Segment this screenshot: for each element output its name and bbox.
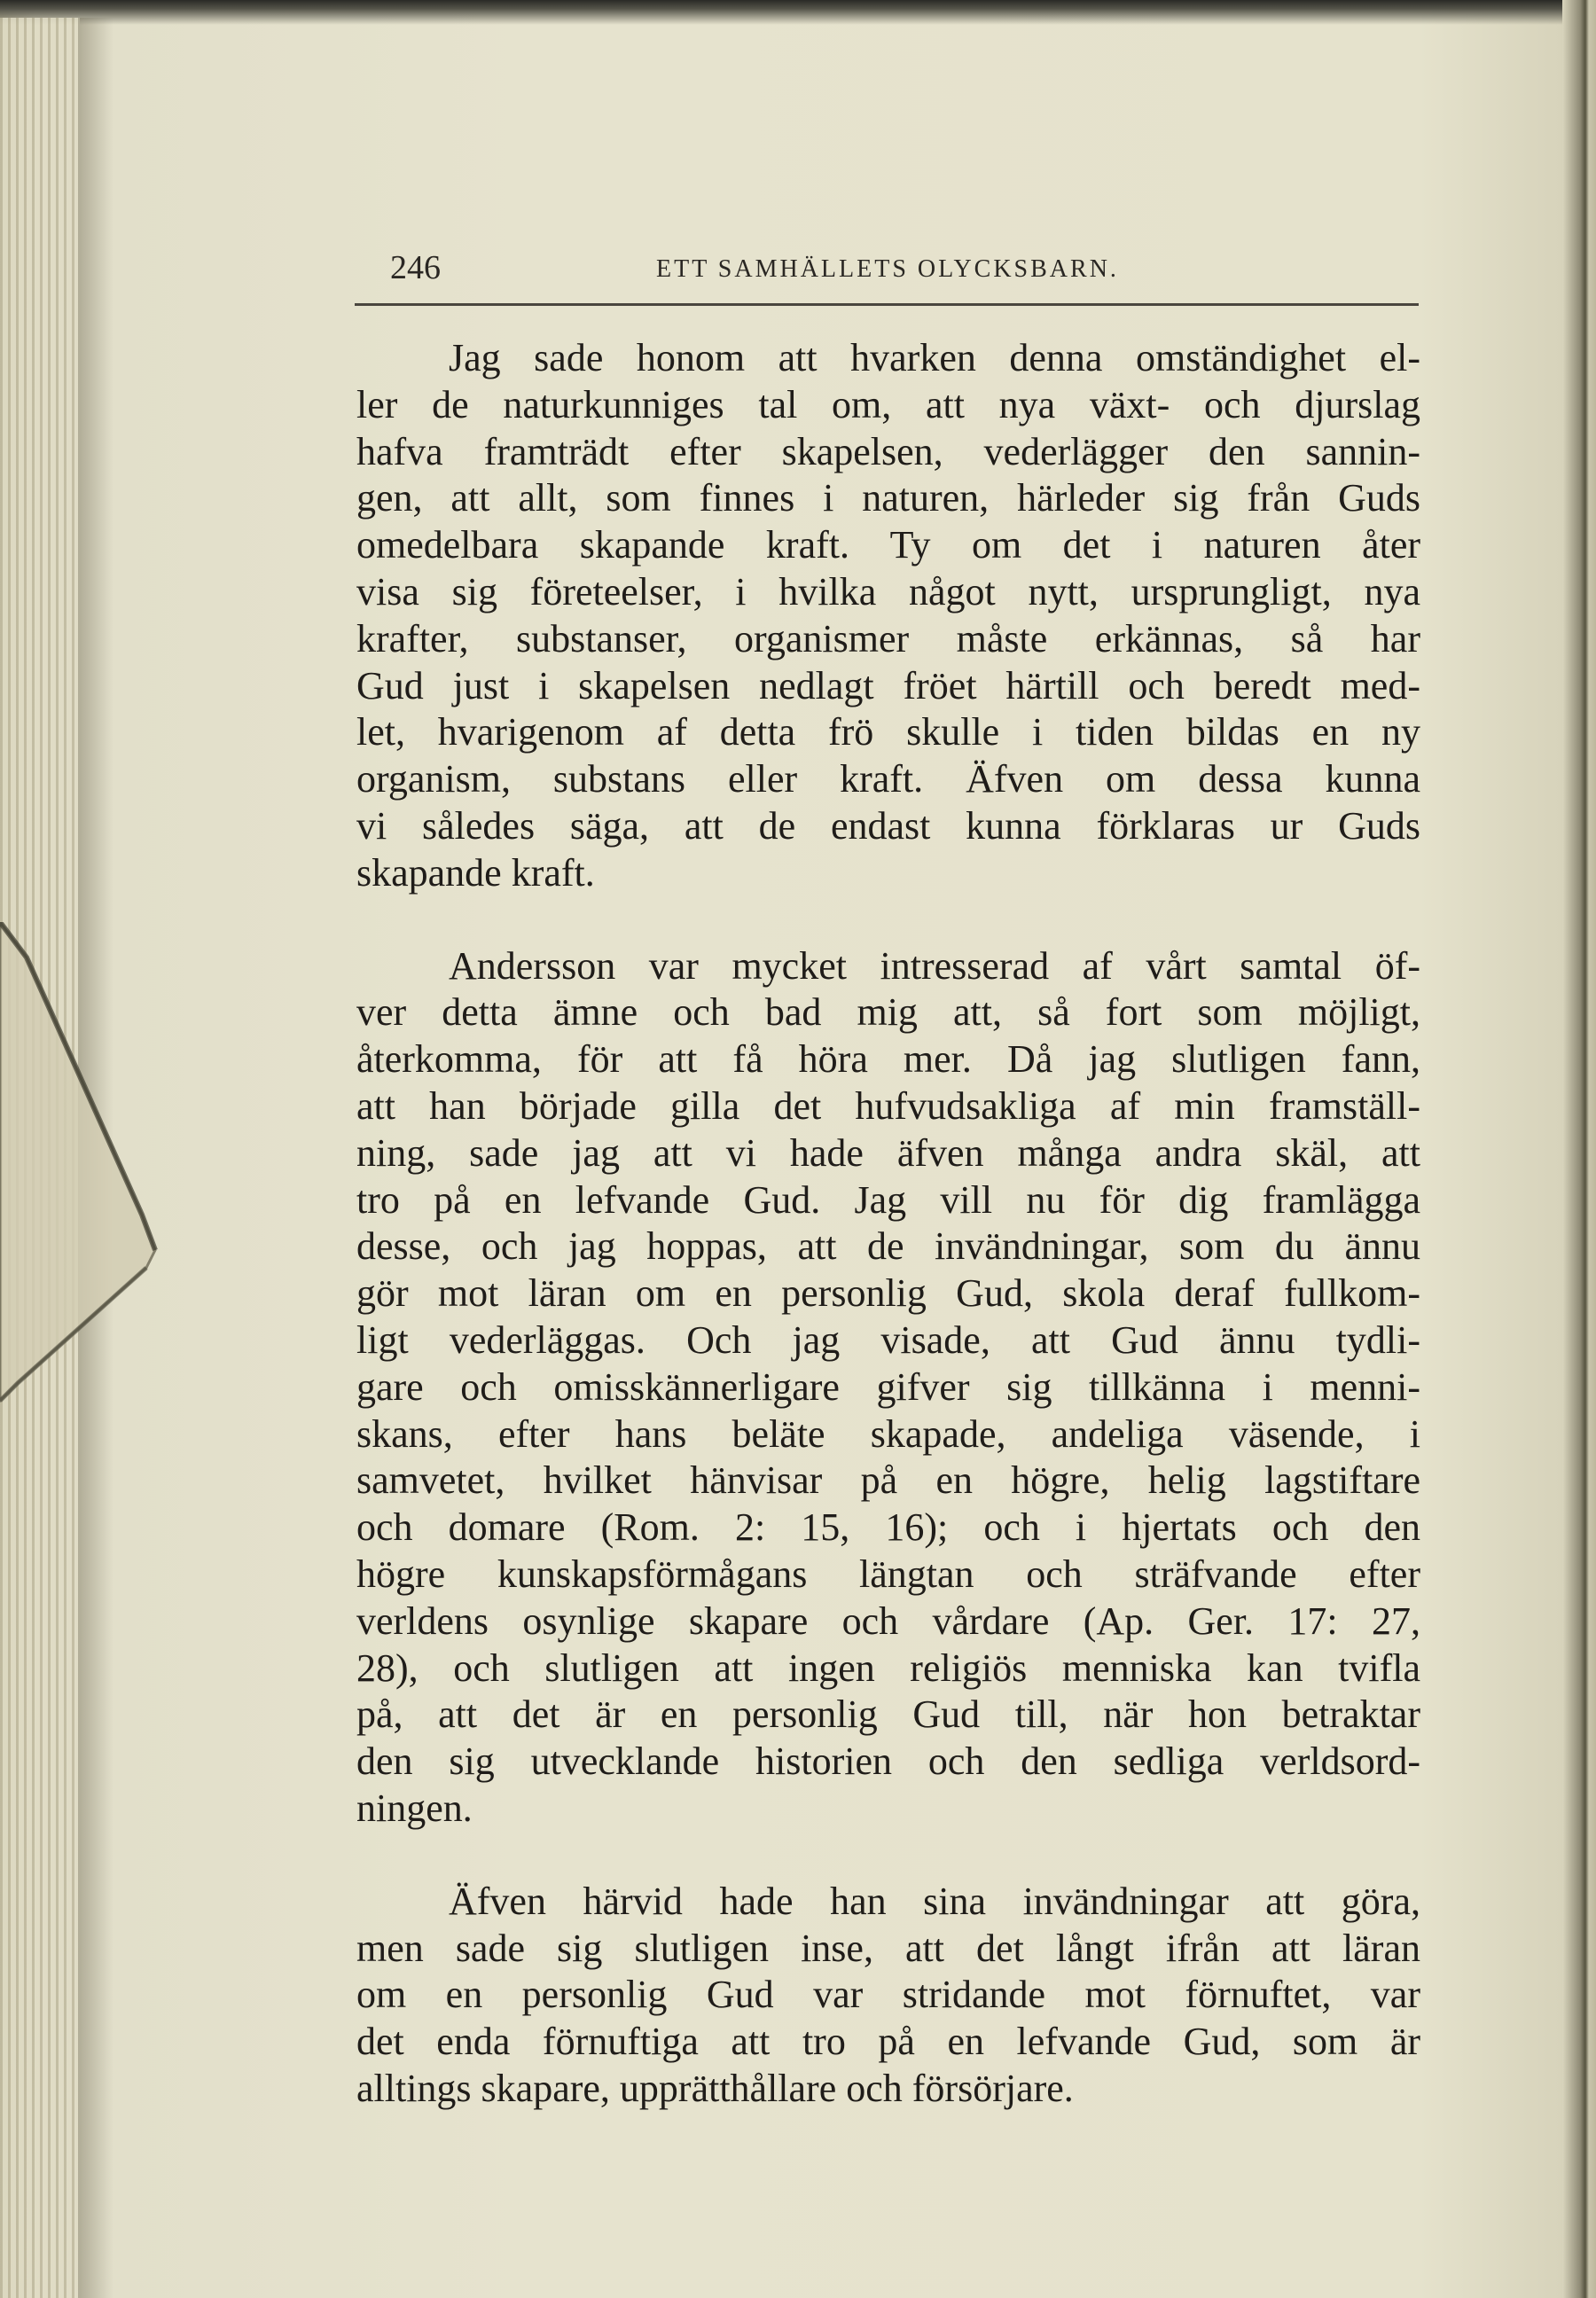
text-line: det enda förnuftiga att tro på en lefvande Gud, som är xyxy=(356,2020,1420,2064)
text-line: den sig utvecklande historien och den sedliga verldsord- xyxy=(356,1739,1420,1784)
text-line: vi således säga, att de endast kunna förklaras ur Guds xyxy=(356,803,1420,848)
text-line: gen, att allt, som finnes i naturen, härleder sig från Guds xyxy=(356,476,1420,520)
text-line: skans, efter hans beläte skapade, andeliga väsende, i xyxy=(356,1411,1420,1456)
text-line: ningen. xyxy=(356,1786,473,1830)
text-line: gare och omisskännerligare gifver sig tillkänna i menni- xyxy=(356,1364,1420,1409)
text-line: högre kunskapsförmågans längtan och sträfvande efter xyxy=(356,1552,1420,1596)
text-line: organism, substans eller kraft. Äfven om dessa kunna xyxy=(356,757,1420,801)
body-text xyxy=(356,335,1420,2159)
text-line: att han började gilla det hufvudsakliga af min framställ- xyxy=(356,1083,1420,1128)
text-line: återkomma, för att få höra mer. Då jag slutligen fann, xyxy=(356,1037,1420,1082)
bookmark-tab xyxy=(0,922,160,1419)
paragraph-1 xyxy=(356,335,1420,897)
text-line: tro på en lefvande Gud. Jag vill nu för dig framlägga xyxy=(356,1177,1420,1222)
text-line: Gud just i skapelsen nedlagt fröet härtill och beredt med- xyxy=(356,663,1420,707)
text-line: verldens osynlige skapare och vårdare (Ap. Ger. 17: 27, xyxy=(356,1598,1420,1643)
text-line: på, att det är en personlig Gud till, när hon betraktar xyxy=(356,1692,1420,1737)
text-line: skapande kraft. xyxy=(356,850,595,895)
paragraph-2 xyxy=(356,943,1420,1833)
header-rule xyxy=(355,303,1419,306)
text-line: Jag sade honom att hvarken denna omständighet el- xyxy=(449,336,1420,379)
text-line: ver detta ämne och bad mig att, så fort som möjligt, xyxy=(356,990,1420,1035)
text-line: Andersson var mycket intresserad af vårt samtal öf- xyxy=(449,943,1420,988)
text-line: och domare (Rom. 2: 15, 16); och i hjertats och den xyxy=(356,1505,1420,1550)
text-line: ler de naturkunniges tal om, att nya växt- och djurslag xyxy=(356,382,1420,426)
text-line: 28), och slutligen att ingen religiös menniska kan tvifla xyxy=(356,1645,1420,1690)
text-line: visa sig företeelser, i hvilka något nytt, ursprungligt, nya xyxy=(356,569,1420,614)
text-line: omedelbara skapande kraft. Ty om det i naturen åter xyxy=(356,523,1420,567)
text-line: let, hvarigenom af detta frö skulle i tiden bildas en ny xyxy=(356,710,1420,754)
text-line: om en personlig Gud var stridande mot förnuftet, var xyxy=(356,1973,1420,2017)
text-line: men sade sig slutligen inse, att det långt ifrån att läran xyxy=(356,1926,1420,1970)
text-line: krafter, substanser, organismer måste erkännas, så har xyxy=(356,616,1420,660)
page-number: 246 xyxy=(390,249,441,286)
text-line: alltings skapare, upprätthållare och försörjare. xyxy=(356,2066,1074,2110)
running-head xyxy=(355,248,1419,293)
text-line: samvetet, hvilket hänvisar på en högre, helig lagstiftare xyxy=(356,1458,1420,1503)
paragraph-3 xyxy=(356,1879,1420,2113)
text-line: desse, och jag hoppas, att de invändningar, som du ännu xyxy=(356,1224,1420,1269)
right-page-edge xyxy=(1562,0,1596,2298)
text-line: ligt vederläggas. Och jag visade, att Gud ännu tydli- xyxy=(356,1317,1420,1362)
text-line: ning, sade jag att vi hade äfven många andra skäl, att xyxy=(356,1130,1420,1175)
top-edge-shadow xyxy=(0,0,1596,25)
text-line: Äfven härvid hade han sina invändningar att göra, xyxy=(449,1879,1420,1923)
running-title: ETT SAMHÄLLETS OLYCKSBARN. xyxy=(656,255,1119,283)
text-line: hafva framträdt efter skapelsen, vederlägger den sannin- xyxy=(356,429,1420,473)
text-line: gör mot läran om en personlig Gud, skola deraf fullkom- xyxy=(356,1271,1420,1316)
